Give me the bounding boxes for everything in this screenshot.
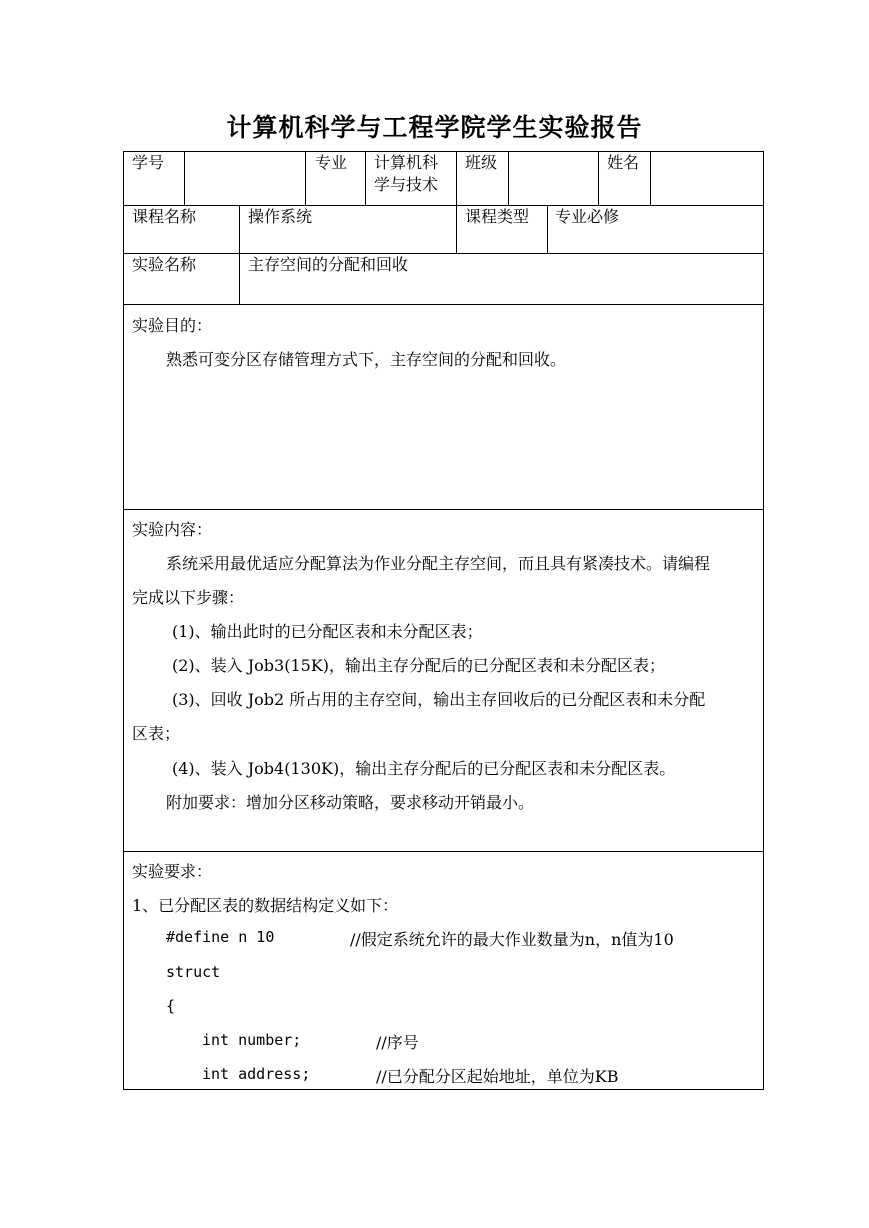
col-divider [456,205,457,253]
row-divider [123,851,764,852]
code-define-comment: //假定系统允许的最大作业数量为n，n值为10 [350,930,674,949]
content-extra-requirement: 附加要求：增加分区移动策略，要求移动开销最小。 [166,793,535,812]
col-divider [239,253,240,304]
requirements-item1: 1、已分配区表的数据结构定义如下： [132,896,399,915]
content-line2: 完成以下步骤： [132,588,245,607]
course-name-label: 课程名称 [132,207,197,226]
row-divider [123,253,764,254]
table-border-top [123,151,764,152]
col-divider [456,151,457,205]
code-number-comment: //序号 [376,1033,419,1052]
code-brace: { [166,997,176,1015]
col-divider [184,151,185,205]
report-title: 计算机科学与工程学院学生实验报告 [226,113,643,142]
purpose-text: 熟悉可变分区存储管理方式下，主存空间的分配和回收。 [166,350,567,369]
col-divider [650,151,651,205]
col-divider [547,205,548,253]
content-step4: (4)、装入 Job4(130K)，输出主存分配后的已分配区表和未分配区表。 [172,759,676,778]
experiment-name-value: 主存空间的分配和回收 [248,255,409,274]
purpose-heading: 实验目的： [132,316,213,335]
col-divider [598,151,599,205]
student-id-label: 学号 [132,153,165,172]
course-type-label: 课程类型 [465,207,530,226]
experiment-name-label: 实验名称 [132,255,197,274]
requirements-heading: 实验要求： [132,862,213,881]
content-step2: (2)、装入 Job3(15K)，输出主存分配后的已分配区表和未分配区表； [172,656,666,675]
code-address: int address; [202,1065,311,1083]
code-number: int number; [202,1031,302,1049]
major-label: 专业 [315,153,348,172]
major-value-line1: 计算机科 [374,153,439,172]
content-step3-line1: (3)、回收 Job2 所占用的主存空间，输出主存回收后的已分配区表和未分配 [172,690,706,709]
major-value-line2: 学与技术 [374,175,439,194]
code-struct: struct [166,963,221,981]
row-divider [123,509,764,510]
content-step1: (1)、输出此时的已分配区表和未分配区表； [172,622,483,641]
table-border-right [763,151,764,1090]
report-table [123,151,764,1090]
course-type-value: 专业必修 [555,207,620,226]
code-define: #define n 10 [166,928,275,946]
course-name-value: 操作系统 [248,207,313,226]
col-divider [365,151,366,205]
name-label: 姓名 [607,153,640,172]
col-divider [239,205,240,253]
col-divider [508,151,509,205]
table-border-left [123,151,124,1090]
code-address-comment: //已分配分区起始地址，单位为KB [376,1067,619,1086]
row-divider [123,205,764,206]
table-border-bottom [123,1089,764,1090]
col-divider [305,151,306,205]
content-heading: 实验内容： [132,520,213,539]
row-divider [123,304,764,305]
class-label: 班级 [465,153,498,172]
content-step3-line2: 区表； [132,724,181,743]
content-line1: 系统采用最优适应分配算法为作业分配主存空间，而且具有紧凑技术。请编程 [166,554,711,573]
